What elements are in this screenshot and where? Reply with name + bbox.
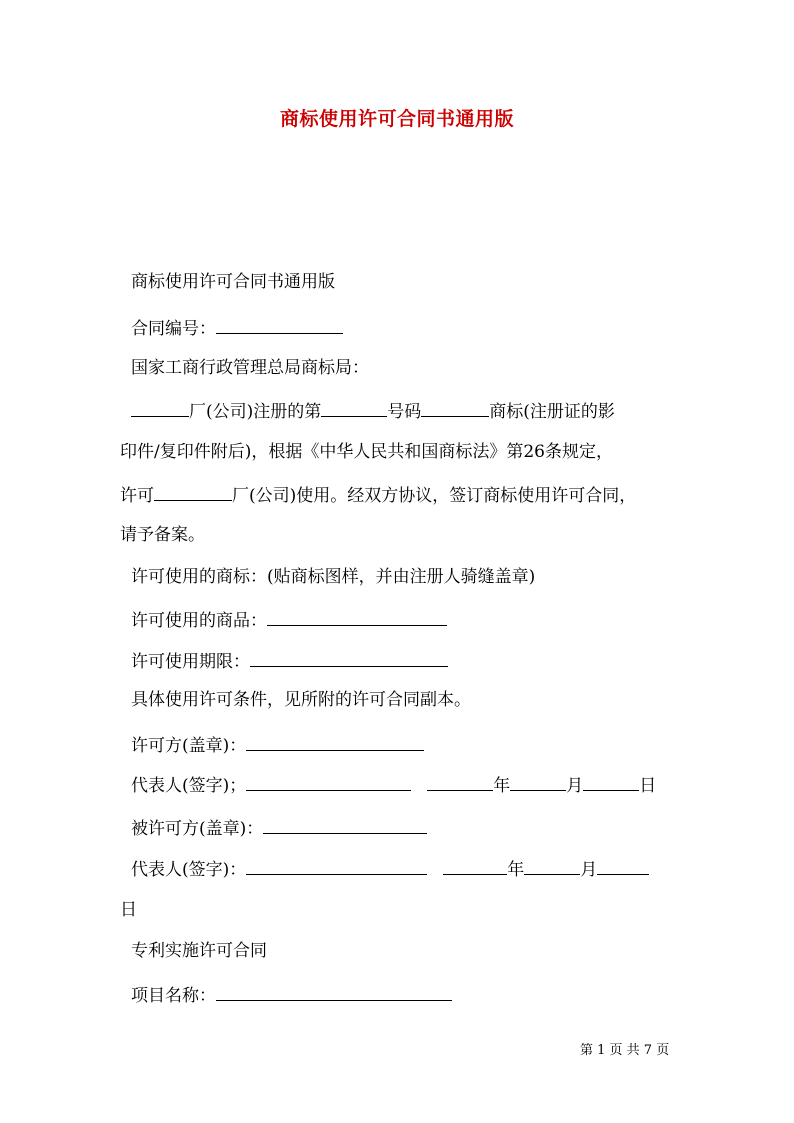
- para1-line4: 请予备案。: [120, 525, 205, 545]
- project-name-label: 项目名称：: [131, 986, 216, 1006]
- rep2-day-blank: [597, 856, 649, 875]
- rep2-year-blank: [443, 856, 507, 875]
- trademark-number-blank: [421, 398, 489, 417]
- year-text-2: 年: [507, 860, 525, 880]
- para1-line1: [131, 398, 615, 424]
- goods-line: [131, 607, 447, 633]
- licensor-blank: [246, 732, 424, 751]
- licensee-line: [131, 815, 427, 841]
- trademark-text: 商标(注册证的影: [489, 402, 615, 422]
- representative2-line: [131, 856, 649, 882]
- trademark-line: 许可使用的商标：(贴商标图样，并由注册人骑缝盖章): [131, 567, 536, 587]
- licensee-blank: [263, 815, 427, 834]
- document-title: 商标使用许可合同书通用版: [279, 108, 514, 130]
- patent-title-line: 专利实施许可合同: [131, 941, 267, 961]
- project-name-line: [131, 982, 452, 1008]
- para1-line3-tail: 厂(公司)使用。经双方协议，签订商标使用许可合同，: [232, 486, 637, 506]
- licensor-label: 许可方(盖章)：: [131, 736, 247, 756]
- licensor-line: [131, 732, 424, 758]
- licensee-name-blank: [154, 482, 232, 501]
- page-number-footer: 第 1 页 共 7 页: [580, 1043, 670, 1058]
- para1-line3: [120, 482, 636, 508]
- rep2-month-blank: [524, 856, 580, 875]
- registration-number-blank: [321, 398, 387, 417]
- number-text: 号码: [387, 402, 422, 422]
- rep1-signature-blank: [246, 772, 411, 791]
- licensee-label: 被许可方(盖章)：: [131, 819, 264, 839]
- contract-number-label: 合同编号：: [131, 319, 216, 339]
- rep1-month-blank: [510, 772, 566, 791]
- para1-line2: 印件/复印件附后)，根据《中华人民共和国商标法》第26条规定，: [120, 442, 613, 462]
- rep1-label: 代表人(签字)；: [131, 776, 247, 796]
- year-text: 年: [493, 776, 511, 796]
- period-blank: [250, 648, 448, 667]
- contract-number-line: [131, 315, 343, 341]
- rep1-year-blank: [427, 772, 493, 791]
- recipient-line: 国家工商行政管理总局商标局：: [131, 358, 369, 378]
- day-text: 日: [639, 776, 657, 796]
- month-text-2: 月: [580, 860, 598, 880]
- month-text: 月: [566, 776, 584, 796]
- project-name-blank: [216, 982, 452, 1001]
- rep2-signature-blank: [246, 856, 427, 875]
- factory-name-blank: [131, 398, 189, 417]
- period-label: 许可使用期限：: [131, 652, 250, 672]
- rep2-label: 代表人(签字)：: [131, 860, 247, 880]
- representative1-line: [131, 772, 656, 798]
- goods-label: 许可使用的商品：: [131, 611, 267, 631]
- factory-text: 厂(公司)注册的第: [189, 402, 322, 422]
- contract-number-blank: [216, 315, 343, 334]
- conditions-line: 具体使用许可条件，见所附的许可合同副本。: [131, 690, 471, 710]
- day-wrap-line: 日: [120, 900, 137, 920]
- document-heading: 商标使用许可合同书通用版: [131, 272, 335, 292]
- period-line: [131, 648, 448, 674]
- permit-text: 许可: [120, 486, 154, 506]
- rep1-day-blank: [583, 772, 639, 791]
- goods-blank: [267, 607, 447, 626]
